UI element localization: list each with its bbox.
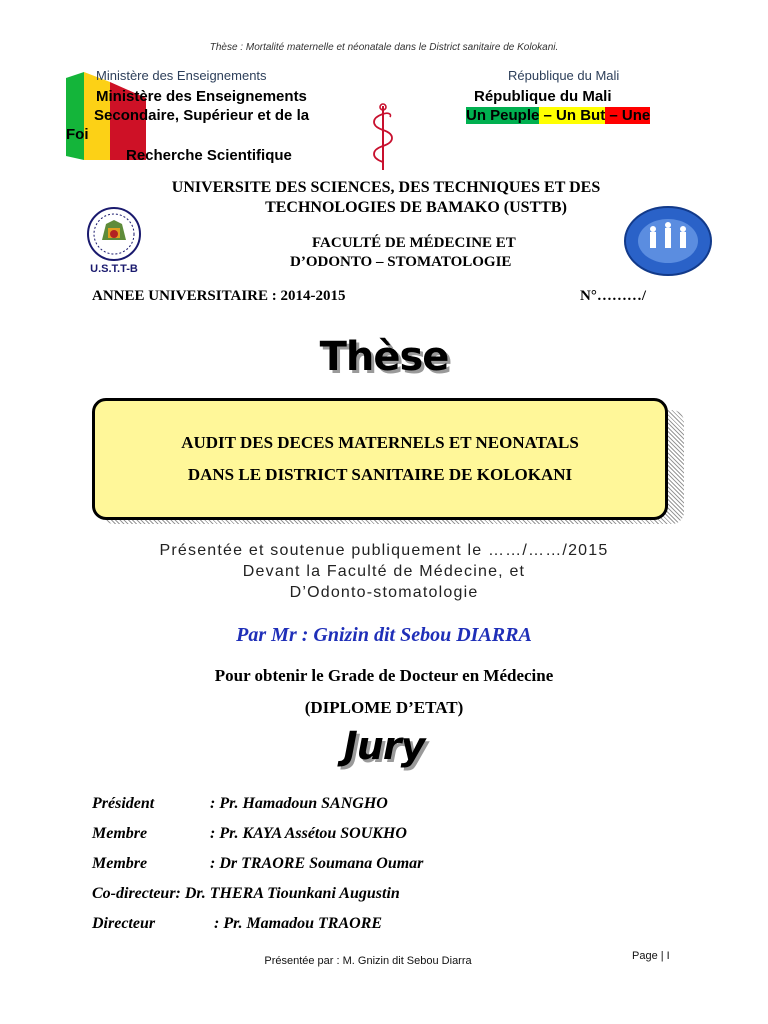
jury-member-row xyxy=(92,792,692,822)
university-line: TECHNOLOGIES DE BAMAKO (USTTB) xyxy=(265,199,567,216)
republic-motto xyxy=(466,106,696,125)
presentation-line: Présentée et soutenue publiquement le ……/……/2015 xyxy=(159,542,609,559)
footer-presented-by: Présentée par : M. Gnizin dit Sebou Diarra xyxy=(264,955,472,967)
fmos-logo xyxy=(622,204,714,278)
running-header: Thèse : Mortalité maternelle et néonatale dans le District sanitaire de Kolokani. xyxy=(209,42,559,53)
university-line: UNIVERSITE DES SCIENCES, DES TECHNIQUES ET DES xyxy=(171,179,601,196)
diploma-type: (DIPLOME D’ETAT) xyxy=(304,698,464,717)
jury-member-row xyxy=(92,822,692,852)
university-name xyxy=(96,178,676,218)
jury-member-name: : Dr TRAORE Soumana Oumar xyxy=(210,855,424,872)
ministry-line: Recherche Scientifique xyxy=(126,147,292,164)
jury-list xyxy=(92,792,692,942)
republic-ghost-label: République du Mali xyxy=(508,68,620,83)
motto-separator: – xyxy=(539,107,557,124)
jury-member-name: : Dr. THERA Tiounkani Augustin xyxy=(175,885,400,902)
faculty-line: D’ODONTO – STOMATOLOGIE xyxy=(290,254,512,270)
jury-member-row xyxy=(92,882,692,912)
motto-part: Une xyxy=(621,107,651,124)
document-type-heading: Thèse xyxy=(319,334,449,380)
thesis-title-line: AUDIT DES DECES MATERNELS ET NEONATALS xyxy=(181,433,579,452)
academic-year: ANNEE UNIVERSITAIRE : 2014-2015 xyxy=(92,288,346,304)
jury-role: Membre xyxy=(92,855,148,872)
thesis-title-box xyxy=(92,398,668,520)
ministry-line: Foi xyxy=(66,126,89,143)
jury-member-name: : Pr. Hamadoun SANGHO xyxy=(210,795,388,812)
presentation-line: D’Odonto-stomatologie xyxy=(289,584,479,601)
jury-member-row xyxy=(92,852,692,882)
presentation-line: Devant la Faculté de Médecine, et xyxy=(242,563,526,580)
degree-statement: Pour obtenir le Grade de Docteur en Médecine xyxy=(214,666,554,685)
author-name: Par Mr : Gnizin dit Sebou DIARRA xyxy=(236,624,532,646)
caduceus-icon xyxy=(368,102,398,172)
motto-separator: – xyxy=(605,107,622,124)
thesis-number: N°………/ xyxy=(580,288,646,304)
ministry-line: Ministère des Enseignements xyxy=(96,88,307,105)
presentation-block xyxy=(0,540,768,603)
usttb-logo xyxy=(72,206,156,276)
motto-part: Un Peuple xyxy=(466,107,540,124)
jury-member-name: : Pr. Mamadou TRAORE xyxy=(214,915,383,932)
faculty-line: FACULTÉ DE MÉDECINE ET xyxy=(312,235,516,251)
jury-role: Membre xyxy=(92,825,148,842)
jury-role: Directeur xyxy=(92,915,156,932)
jury-heading: Jury xyxy=(343,724,425,768)
jury-member-name: : Pr. KAYA Assétou SOUKHO xyxy=(210,825,407,842)
ministry-block xyxy=(66,87,356,165)
jury-role: Co-directeur xyxy=(92,885,176,902)
ministry-ghost-label: Ministère des Enseignements xyxy=(96,68,267,83)
jury-member-row xyxy=(92,912,692,942)
page-number: Page | I xyxy=(632,950,670,962)
republic-block xyxy=(466,87,696,125)
jury-role: Président xyxy=(92,795,155,812)
faculty-name xyxy=(290,234,590,272)
motto-part: Un But xyxy=(556,107,606,124)
thesis-title-line: DANS LE DISTRICT SANITAIRE DE KOLOKANI xyxy=(187,465,573,484)
republic-name: République du Mali xyxy=(474,88,612,105)
usttb-logo-label: U.S.T.T-B xyxy=(90,263,138,275)
ministry-line: Secondaire, Supérieur et de la xyxy=(94,107,310,124)
